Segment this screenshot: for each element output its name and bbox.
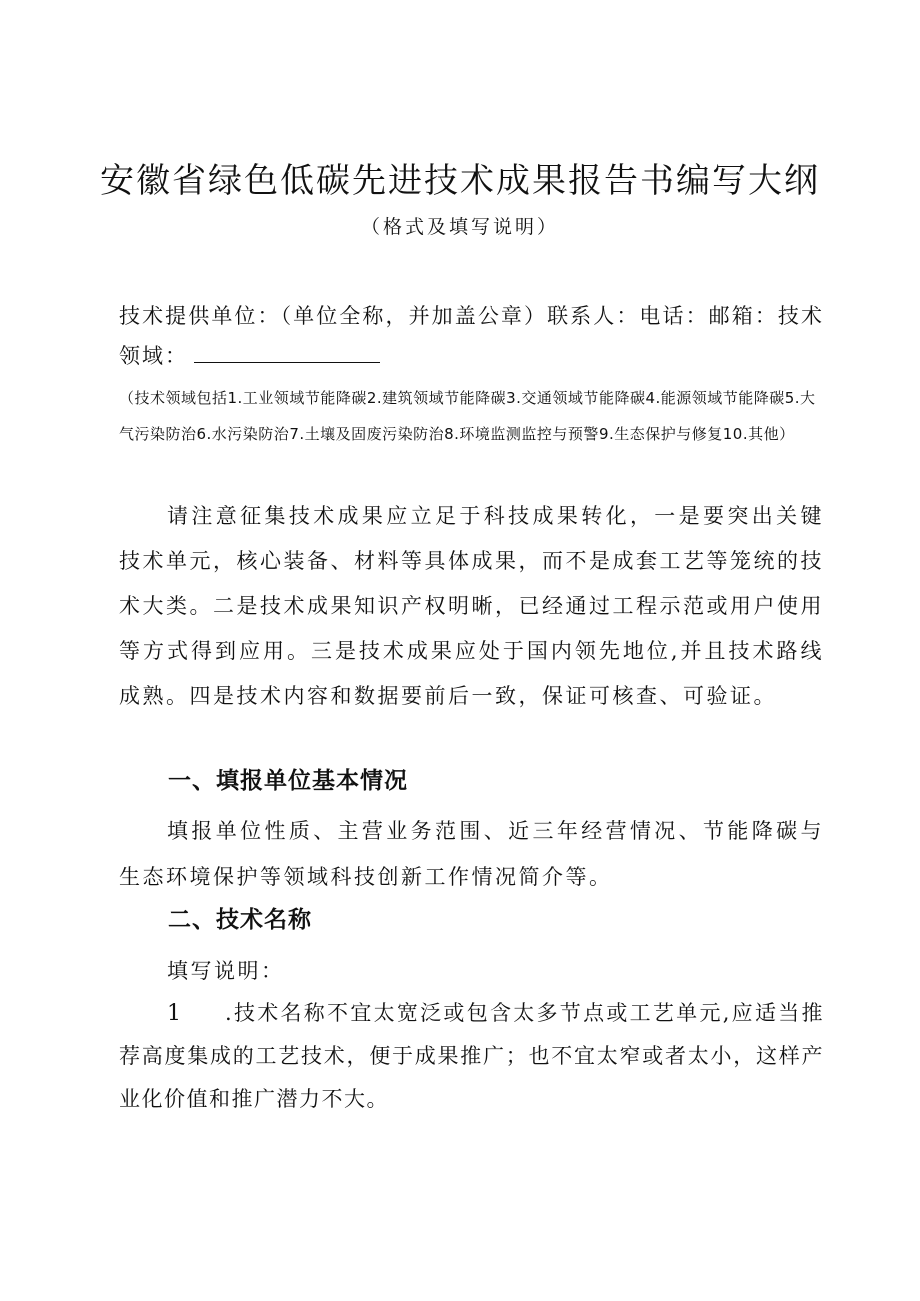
document-subtitle: （格式及填写说明） <box>360 216 559 238</box>
item-number: 1 <box>167 1001 183 1026</box>
document-title: 安徽省绿色低碳先进技术成果报告书编写大纲 <box>100 161 820 201</box>
section-2-instruction: 填写说明： <box>167 959 285 983</box>
provider-info-line <box>119 296 824 376</box>
section-1-body: 填报单位性质、主营业务范围、近三年经营情况、节能降碳与生态环境保护等领域科技创新工作情况简介等。 <box>119 819 824 889</box>
section-2-heading: 二、技术名称 <box>168 907 312 933</box>
provider-info-text: 技术提供单位：（单位全称，并加盖公章）联系人：电话：邮箱：技术领域： <box>119 304 824 368</box>
section-2-item-1 <box>119 992 824 1121</box>
technical-field-blank <box>194 348 380 363</box>
notice-paragraph: 请注意征集技术成果应立足于科技成果转化，一是要突出关键技术单元，核心装备、材料等具体成果，而不是成套工艺等笼统的技术大类。二是技术成果知识产权明晰，已经通过工程示范或用户使用等方式得到应用。三是技术成果应处于国内领先地位,并且技术路线成熟。四是技术内容和数据要前后一致，保证可核查、可验证。 <box>119 504 824 708</box>
technical-fields-note: （技术领域包括1.工业领域节能降碳2.建筑领域节能降碳3.交通领域节能降碳4.能源领域节能降碳5.大气污染防治6.水污染防治7.土壤及固废污染防治8.环境监测监控与预警9.生态保护与修复10.其他） <box>119 389 816 443</box>
item-text: .技术名称不宜太宽泛或包含太多节点或工艺单元,应适当推荐高度集成的工艺技术，便于成果推广；也不宜太窄或者太小，这样产业化价值和推广潜力不大。 <box>119 1001 824 1111</box>
section-1-heading: 一、填报单位基本情况 <box>168 768 408 794</box>
